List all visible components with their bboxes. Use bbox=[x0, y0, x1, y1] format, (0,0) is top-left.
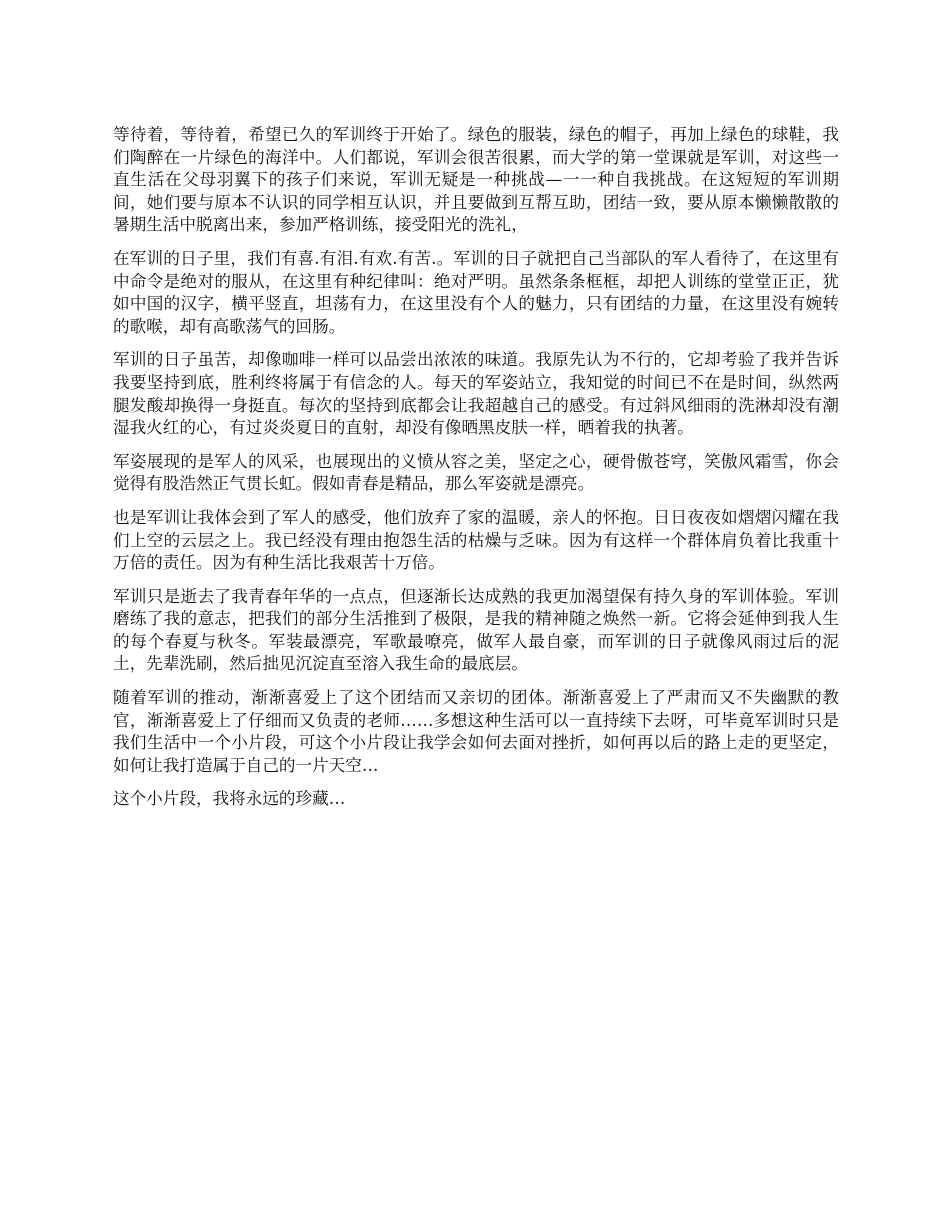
paragraph-7: 随着军训的推动，渐渐喜爱上了这个团结而又亲切的团体。渐渐喜爱上了严肃而又不失幽默的教官，渐渐喜爱上了仔细而又负责的老师……多想这种生活可以一直持续下去呀，可毕竟军训时只是我们生活中一个小片段，可这个小片段让我学会如何去面对挫折，如何再以后的路上走的更坚定，如何让我打造属于自己的一片天空… bbox=[113, 688, 839, 775]
paragraph-8: 这个小片段，我将永远的珍藏… bbox=[113, 789, 346, 809]
paragraph-5: 也是军训让我体会到了军人的感受，他们放弃了家的温暖，亲人的怀抱。日日夜夜如熠熠闪耀在我们上空的云层之上。我已经没有理由抱怨生活的枯燥与乏味。因为有这样一个群体肩负着比我重十万倍的责任。因为有种生活比我艰苦十万倍。 bbox=[113, 507, 839, 573]
document-body bbox=[113, 124, 839, 822]
paragraph-4: 军姿展现的是军人的风采，也展现出的义愤从容之美，坚定之心，硬骨傲苍穹，笑傲风霜雪，你会觉得有股浩然正气贯长虹。假如青春是精品，那么军姿就是漂亮。 bbox=[113, 451, 839, 494]
paragraph-6: 军训只是逝去了我青春年华的一点点，但逐渐长达成熟的我更加渴望保有持久身的军训体验。军训磨练了我的意志，把我们的部分生活推到了极限，是我的精神随之焕然一新。它将会延伸到我人生的每个春夏与秋冬。军装最漂亮，军歌最嘹亮，做军人最自豪，而军训的日子就像风雨过后的泥土，先辈洗刷，然后拙见沉淀直至溶入我生命的最底层。 bbox=[113, 586, 839, 674]
paragraph-1: 等待着，等待着，希望已久的军训终于开始了。绿色的服装，绿色的帽子，再加上绿色的球鞋，我们陶醉在一片绿色的海洋中。人们都说，军训会很苦很累，而大学的第一堂课就是军训，对这些一直生活在父母羽翼下的孩子们来说，军训无疑是一种挑战—一一种自我挑战。在这短短的军训期间，她们要与原本不认识的同学相互认识，并且要做到互帮互助，团结一致，要从原本懒懒散散的暑期生活中脱离出来，参加严格训练，接受阳光的洗礼， bbox=[113, 125, 839, 235]
paragraph-3: 军训的日子虽苦，却像咖啡一样可以品尝出浓浓的味道。我原先认为不行的，它却考验了我并告诉我要坚持到底，胜利终将属于有信念的人。每天的军姿站立，我知觉的时间已不在是时间，纵然两腿发酸却换得一身挺直。每次的坚持到底都会让我超越自己的感受。有过斜风细雨的洗淋却没有潮湿我火红的心，有过炎炎夏日的直射，却没有像晒黑皮肤一样，晒着我的执著。 bbox=[113, 350, 839, 438]
paragraph-2: 在军训的日子里，我们有喜.有泪.有欢.有苦.。军训的日子就把自己当部队的军人看待了，在这里有中命令是绝对的服从，在这里有种纪律叫：绝对严明。虽然条条框框，却把人训练的堂堂正正，犹如中国的汉字，横平竖直，坦荡有力，在这里没有个人的魅力，只有团结的力量，在这里没有婉转的歌喉，却有高歌荡气的回肠。 bbox=[113, 248, 839, 336]
